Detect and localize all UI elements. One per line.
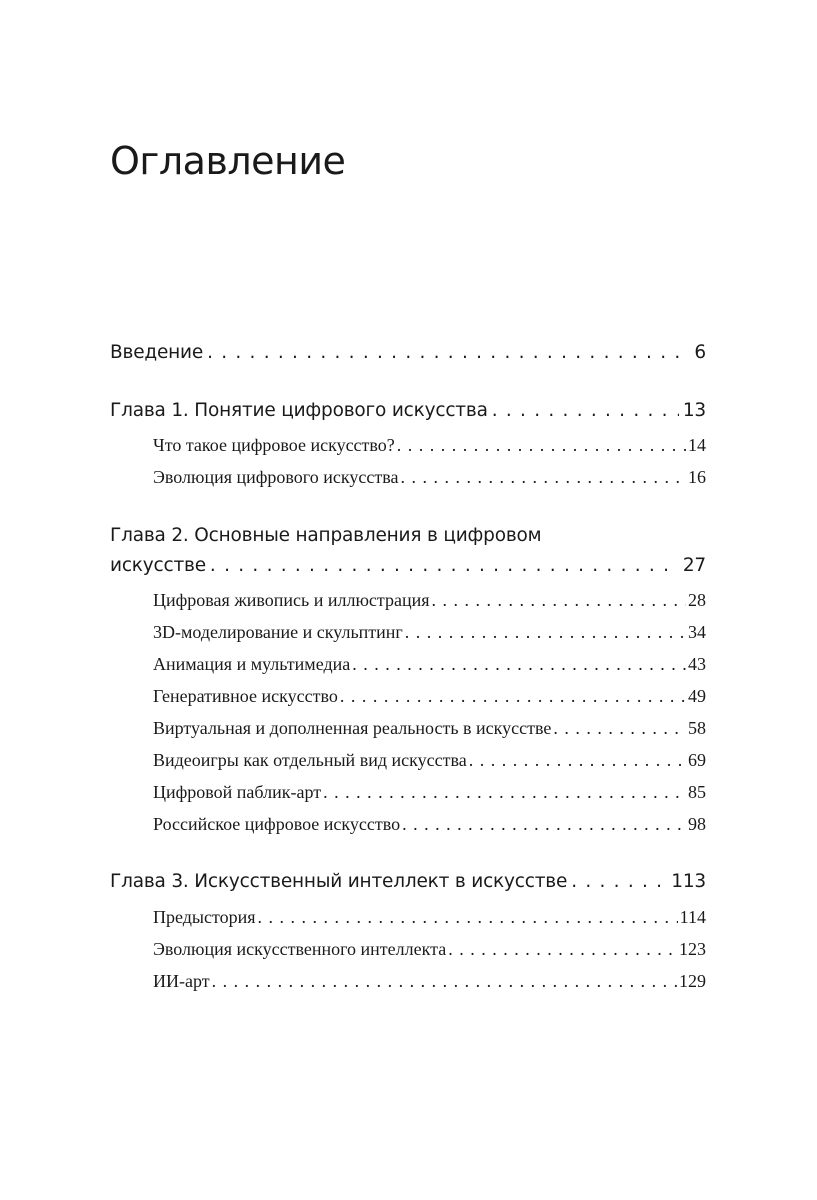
dot-leader xyxy=(323,776,686,808)
dot-leader xyxy=(212,965,677,997)
dot-leader xyxy=(448,933,677,965)
toc-subentry[interactable] xyxy=(110,461,706,493)
toc-subentry[interactable] xyxy=(110,429,706,461)
dot-leader xyxy=(340,680,686,712)
toc-entry-label: Генеративное искусство xyxy=(153,686,338,706)
toc-subentry[interactable] xyxy=(110,808,706,840)
toc-entry-label: Эволюция цифрового искусства xyxy=(153,467,399,487)
toc-entry-chapter-2[interactable] xyxy=(110,551,706,581)
toc-page-number: 113 xyxy=(671,871,706,892)
dot-leader xyxy=(405,616,686,648)
dot-leader xyxy=(432,584,686,616)
toc-subentry[interactable] xyxy=(110,965,706,997)
toc-entry-intro[interactable] xyxy=(110,338,706,368)
toc-subentry[interactable] xyxy=(110,933,706,965)
toc-page-number: 69 xyxy=(688,750,706,770)
toc-subentry[interactable] xyxy=(110,744,706,776)
dot-leader xyxy=(397,429,686,461)
toc-subentry[interactable] xyxy=(110,712,706,744)
dot-leader xyxy=(352,648,686,680)
toc-page-number: 16 xyxy=(688,467,706,487)
toc-page-number: 123 xyxy=(679,939,706,959)
toc-entry-chapter-3[interactable] xyxy=(110,867,706,897)
toc-entry-label: Что такое цифровое искусство? xyxy=(153,435,395,455)
toc-page-number: 129 xyxy=(679,971,706,991)
toc-entry-chapter-1[interactable] xyxy=(110,396,706,426)
toc-page-number: 27 xyxy=(682,555,706,576)
toc-entry-label: Цифровая живопись и иллюстрация xyxy=(153,590,430,610)
toc-chapter-1 xyxy=(110,396,706,493)
dot-leader xyxy=(210,551,679,581)
dot-leader xyxy=(258,901,678,933)
toc-page-number: 43 xyxy=(688,654,706,674)
toc-entry-label: искусстве xyxy=(110,555,206,576)
toc-page-number: 49 xyxy=(688,686,706,706)
toc-entry-label: Глава 3. Искусственный интеллект в искусстве xyxy=(110,871,568,892)
toc-entry-label: Эволюция искусственного интеллекта xyxy=(153,939,447,959)
toc-entry-label: Глава 1. Понятие цифрового искусства xyxy=(110,400,488,421)
dot-leader xyxy=(553,712,686,744)
toc-page-number: 114 xyxy=(679,907,706,927)
toc-page-number: 13 xyxy=(682,400,706,421)
toc-entry-label: Видеоигры как отдельный вид искусства xyxy=(153,750,467,770)
toc-subentry[interactable] xyxy=(110,680,706,712)
toc-page-number: 85 xyxy=(688,782,706,802)
toc-entry-label: Введение xyxy=(110,342,204,363)
toc-subentry[interactable] xyxy=(110,648,706,680)
toc-chapter-3 xyxy=(110,867,706,997)
toc-page-number: 6 xyxy=(694,342,706,363)
toc-entry-label: ИИ-арт xyxy=(153,971,210,991)
toc-subentry[interactable] xyxy=(110,901,706,933)
toc-page-number: 34 xyxy=(688,622,706,642)
toc-subentry[interactable] xyxy=(110,776,706,808)
toc-entry-label: Предыстория xyxy=(153,907,256,927)
dot-leader xyxy=(571,867,667,897)
page-title: Оглавление xyxy=(110,139,346,183)
dot-leader xyxy=(492,396,679,426)
toc-entry-label: Цифровой паблик-арт xyxy=(153,782,322,802)
dot-leader xyxy=(207,338,690,368)
toc-page-number: 28 xyxy=(688,590,706,610)
toc-chapter-2 xyxy=(110,521,706,840)
toc-page-number: 98 xyxy=(688,814,706,834)
toc-page-number: 14 xyxy=(688,435,706,455)
dot-leader xyxy=(402,808,686,840)
table-of-contents xyxy=(110,338,706,997)
dot-leader xyxy=(469,744,686,776)
toc-page-number: 58 xyxy=(688,718,706,738)
toc-entry-label: Виртуальная и дополненная реальность в искусстве xyxy=(153,718,552,738)
toc-entry-label: 3D-моделирование и скульптинг xyxy=(153,622,403,642)
toc-entry-label: Анимация и мультимедиа xyxy=(153,654,351,674)
toc-subentry[interactable] xyxy=(110,616,706,648)
toc-entry-label-line[interactable]: Глава 2. Основные направления в цифровом xyxy=(110,525,542,546)
toc-entry-label: Российское цифровое искусство xyxy=(153,814,401,834)
toc-subentry[interactable] xyxy=(110,584,706,616)
dot-leader xyxy=(400,461,686,493)
